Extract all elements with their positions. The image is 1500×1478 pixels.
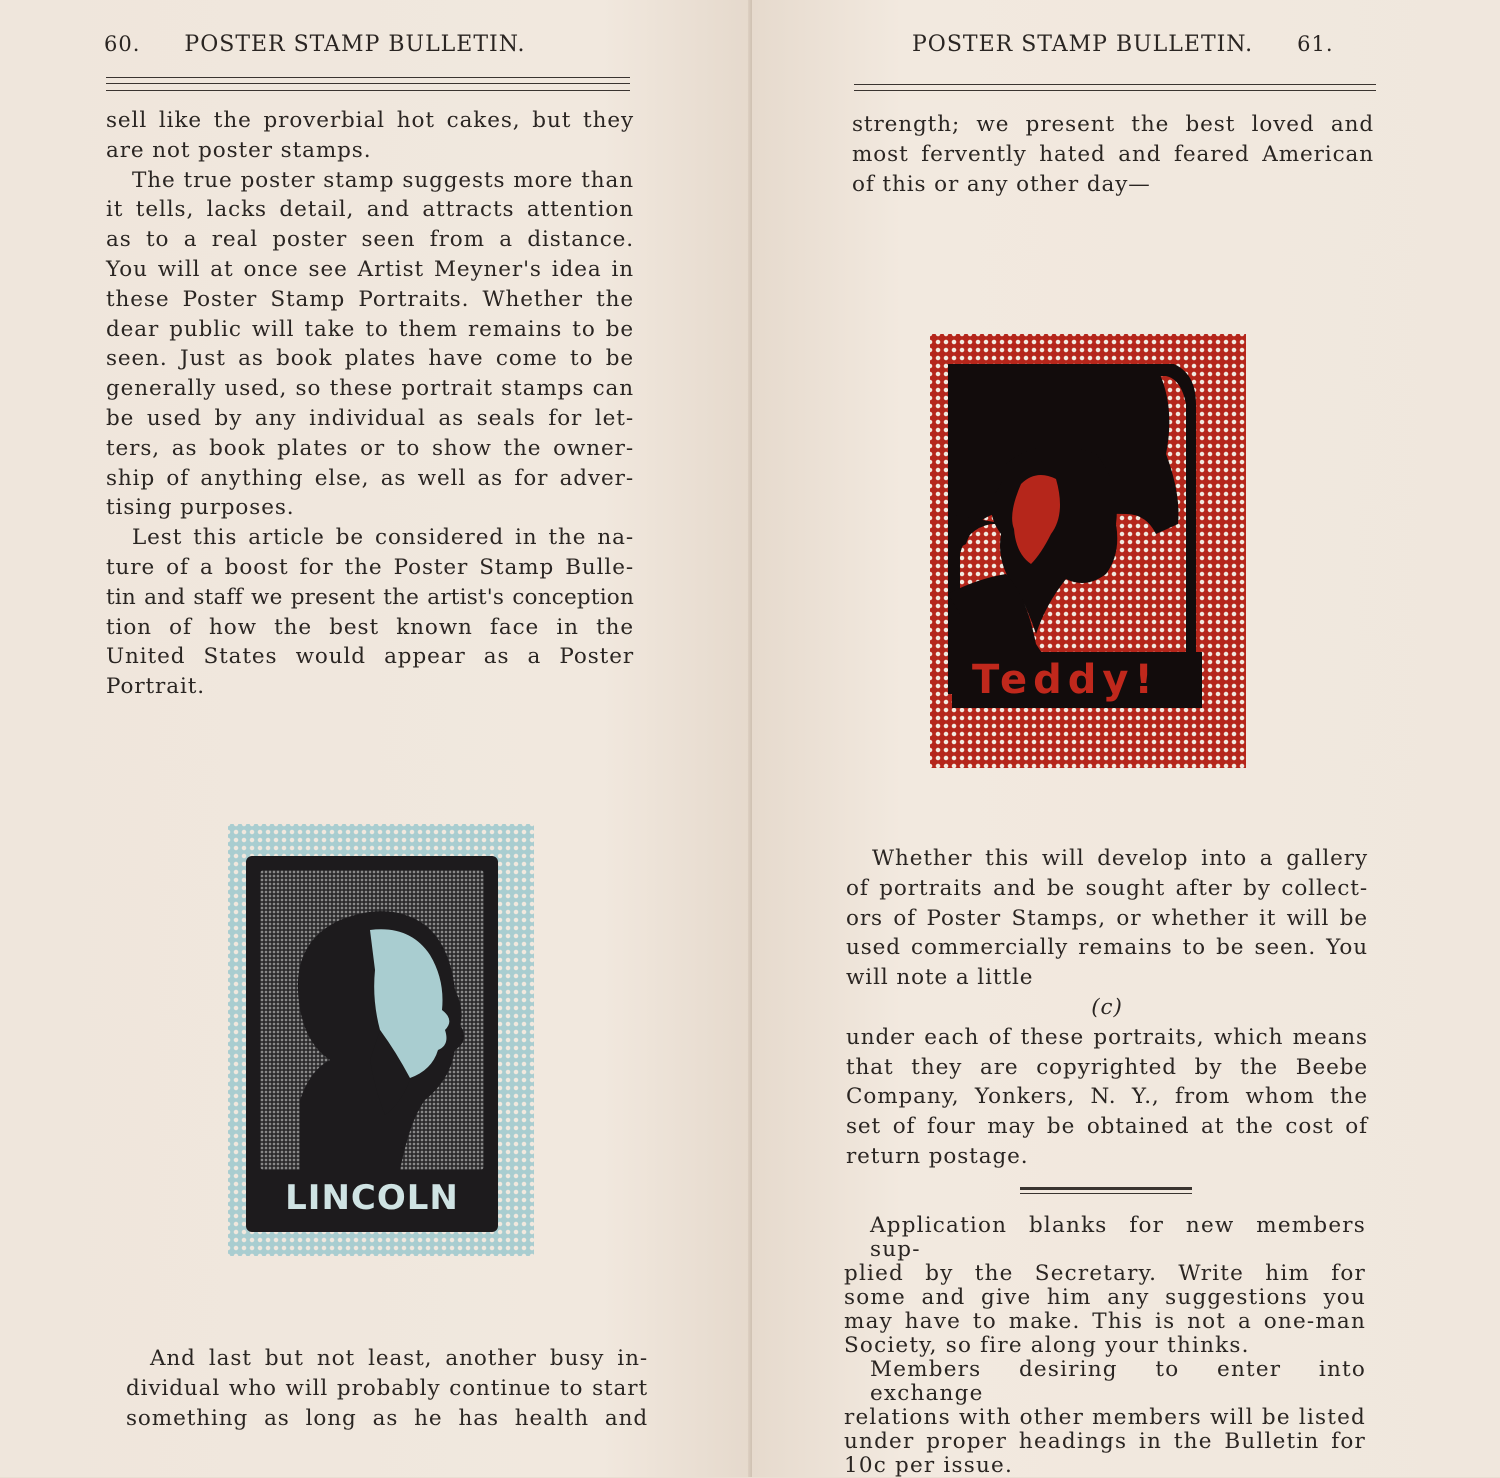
section-divider (1020, 1187, 1192, 1190)
text-line: be used by any individual as seals for let- (106, 405, 634, 431)
text-line: these Poster Stamp Portraits. Whether the (106, 286, 634, 312)
text-line: generally used, so these portrait stamps can (106, 376, 634, 402)
left-running-title: POSTER STAMP BULLETIN. (184, 32, 526, 57)
text-line: that they are copyrighted by the Beebe (846, 1054, 1368, 1080)
text-line: set of four may be obtained at the cost of (846, 1114, 1368, 1140)
text-line: Whether this will develop into a gallery (872, 846, 1368, 871)
text-line: And last but not least, another busy in- (150, 1346, 648, 1371)
text-line: are not poster stamps. (106, 137, 372, 163)
text-line: under each of these portraits, which means (846, 1024, 1368, 1050)
text-line: may have to make. This is not a one-man (844, 1309, 1366, 1334)
stamp-stipple-field (260, 870, 484, 1170)
right-body-text-bottom (844, 1214, 1366, 1478)
right-page (752, 0, 1500, 1477)
text-line: Lest this article be considered in the na- (132, 525, 634, 551)
text-line: ship of anything else, as well as for adver- (106, 465, 634, 491)
text-line: Application blanks for new members sup- (870, 1213, 1366, 1262)
header-rule (854, 90, 1376, 91)
text-line: sell like the proverbial hot cakes, but they (106, 108, 634, 133)
text-line: under proper headings in the Bulletin for (844, 1429, 1366, 1454)
right-running-title: POSTER STAMP BULLETIN. (912, 32, 1254, 57)
text-line: of portraits and be sought after by collect- (846, 875, 1368, 901)
header-rule (106, 77, 630, 78)
text-line: United States would appear as a Poster (106, 644, 634, 670)
text-line: Society, so fire along your thinks. (844, 1333, 1250, 1358)
text-line: dividual who will probably continue to start (126, 1375, 648, 1401)
header-rule (106, 83, 630, 84)
stamp-frame (946, 364, 1208, 736)
stamp-frame (246, 856, 498, 1232)
right-body-text-top (852, 110, 1374, 199)
text-line: Members desiring to enter into exchange (870, 1357, 1366, 1406)
text-line: something as long as he has health and (126, 1405, 648, 1431)
left-body-text-bottom (126, 1344, 648, 1433)
right-body-text-middle (846, 844, 1368, 1172)
right-running-head (912, 32, 1334, 57)
text-line: some and give him any suggestions you (844, 1285, 1366, 1310)
text-line: The true poster stamp suggests more than (132, 167, 634, 193)
teddy-poster-stamp (930, 334, 1246, 768)
header-rule (106, 90, 630, 91)
text-line: ture of a boost for the Poster Stamp Bulle- (106, 554, 634, 580)
text-line: seen. Just as book plates have come to be (106, 346, 634, 372)
lincoln-poster-stamp (228, 824, 534, 1256)
text-line: You will at once see Artist Meyner's idea in (106, 256, 634, 282)
section-divider (1020, 1193, 1192, 1194)
lincoln-portrait-illustration (260, 870, 484, 1170)
text-line: of this or any other day— (852, 171, 1151, 197)
text-line: used commercially remains to be seen. You (846, 935, 1368, 961)
left-body-text-top (106, 106, 634, 702)
text-line: plied by the Secretary. Write him for (844, 1261, 1366, 1286)
text-line: Company, Yonkers, N. Y., from whom the (846, 1084, 1368, 1110)
stamp-caption: Teddy! (952, 652, 1202, 708)
text-line: 10c per issue. (844, 1453, 1013, 1478)
left-running-head (104, 32, 526, 57)
text-line: as to a real poster seen from a distance. (106, 227, 634, 253)
text-line: strength; we present the best loved and (852, 112, 1374, 137)
right-page-number: 61. (1297, 32, 1334, 56)
text-line: relations with other members will be listed (844, 1405, 1366, 1430)
text-line: Portrait. (106, 674, 206, 700)
text-line: ters, as book plates or to show the owner- (106, 435, 634, 461)
text-line: tising purposes. (106, 495, 295, 521)
text-line: tin and staff we present the artist's conception (106, 584, 634, 610)
text-line: dear public will take to them remains to be (106, 316, 634, 342)
header-rule (854, 84, 1376, 85)
text-line: most fervently hated and feared American (852, 141, 1374, 167)
text-line: ors of Poster Stamps, or whether it will be (846, 905, 1368, 931)
text-line: will note a little (846, 965, 1034, 991)
stamp-caption: LINCOLN (285, 1178, 459, 1218)
text-line: it tells, lacks detail, and attracts attention (106, 197, 634, 223)
text-line: return postage. (846, 1143, 1029, 1169)
left-page-number: 60. (104, 32, 141, 56)
copyright-mark: (c) (1091, 994, 1123, 1020)
text-line: tion of how the best known face in the (106, 614, 634, 640)
